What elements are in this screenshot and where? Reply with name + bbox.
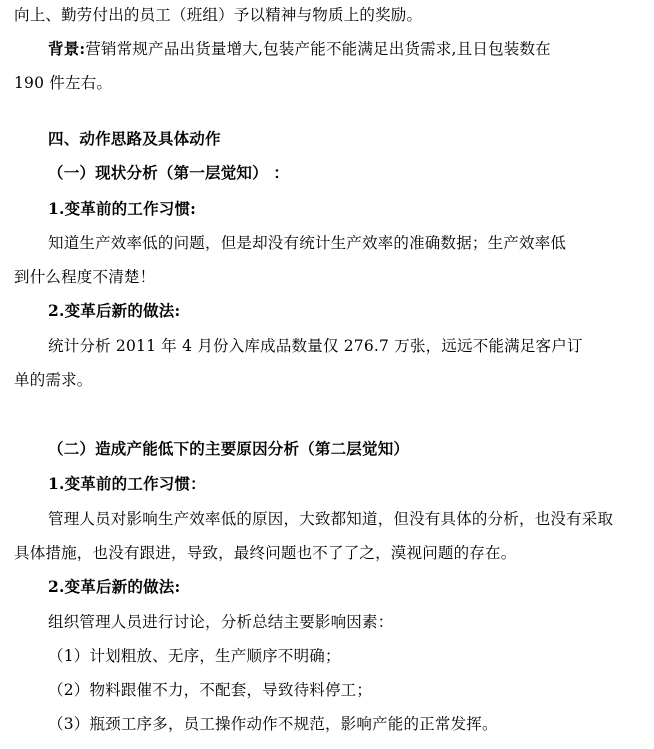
background-text: 营销常规产品出货量增大,包装产能不能满足出货需求,且日包装数在 bbox=[85, 40, 551, 58]
list-item: （2）物料跟催不力，不配套，导致待料停工； bbox=[48, 681, 373, 699]
paragraph-line: 知道生产效率低的问题，但是却没有统计生产效率的准确数据；生产效率低 bbox=[48, 234, 567, 252]
paragraph-line: 统计分析 2011 年 4 月份入库成品数量仅 276.7 万张，远远不能满足客户订 bbox=[48, 337, 583, 355]
item-heading: 2.变革后新的做法: bbox=[48, 577, 181, 596]
paragraph-line: 单的需求。 bbox=[14, 371, 93, 389]
list-item: （3）瓶颈工序多，员工操作动作不规范，影响产能的正常发挥。 bbox=[48, 715, 498, 733]
section-heading: 四、动作思路及具体动作 bbox=[48, 129, 221, 148]
subsection-heading: （一）现状分析（第一层觉知） ： bbox=[48, 163, 290, 182]
item-heading: 2.变革后新的做法: bbox=[48, 301, 181, 320]
background-paragraph-line bbox=[48, 38, 551, 60]
paragraph-line: 管理人员对影响生产效率低的原因，大致都知道，但没有具体的分析，也没有采取 bbox=[48, 510, 614, 528]
paragraph-line: 190 件左右。 bbox=[14, 74, 113, 92]
item-heading: 1.变革前的工作习惯: bbox=[48, 199, 197, 218]
background-label: 背景: bbox=[48, 39, 86, 58]
paragraph-line: 组织管理人员进行讨论，分析总结主要影响因素： bbox=[48, 613, 394, 631]
item-heading: 1.变革前的工作习惯： bbox=[48, 474, 206, 493]
subsection-heading: （二）造成产能低下的主要原因分析（第二层觉知） bbox=[48, 439, 410, 458]
list-item: （1）计划粗放、无序，生产顺序不明确； bbox=[48, 647, 341, 665]
paragraph-line: 到什么程度不清楚！ bbox=[14, 268, 156, 286]
paragraph-line: 具体措施，也没有跟进，导致，最终问题也不了了之，漠视问题的存在。 bbox=[14, 544, 517, 562]
paragraph-line: 向上、勤劳付出的员工（班组）予以精神与物质上的奖励。 bbox=[14, 6, 423, 24]
